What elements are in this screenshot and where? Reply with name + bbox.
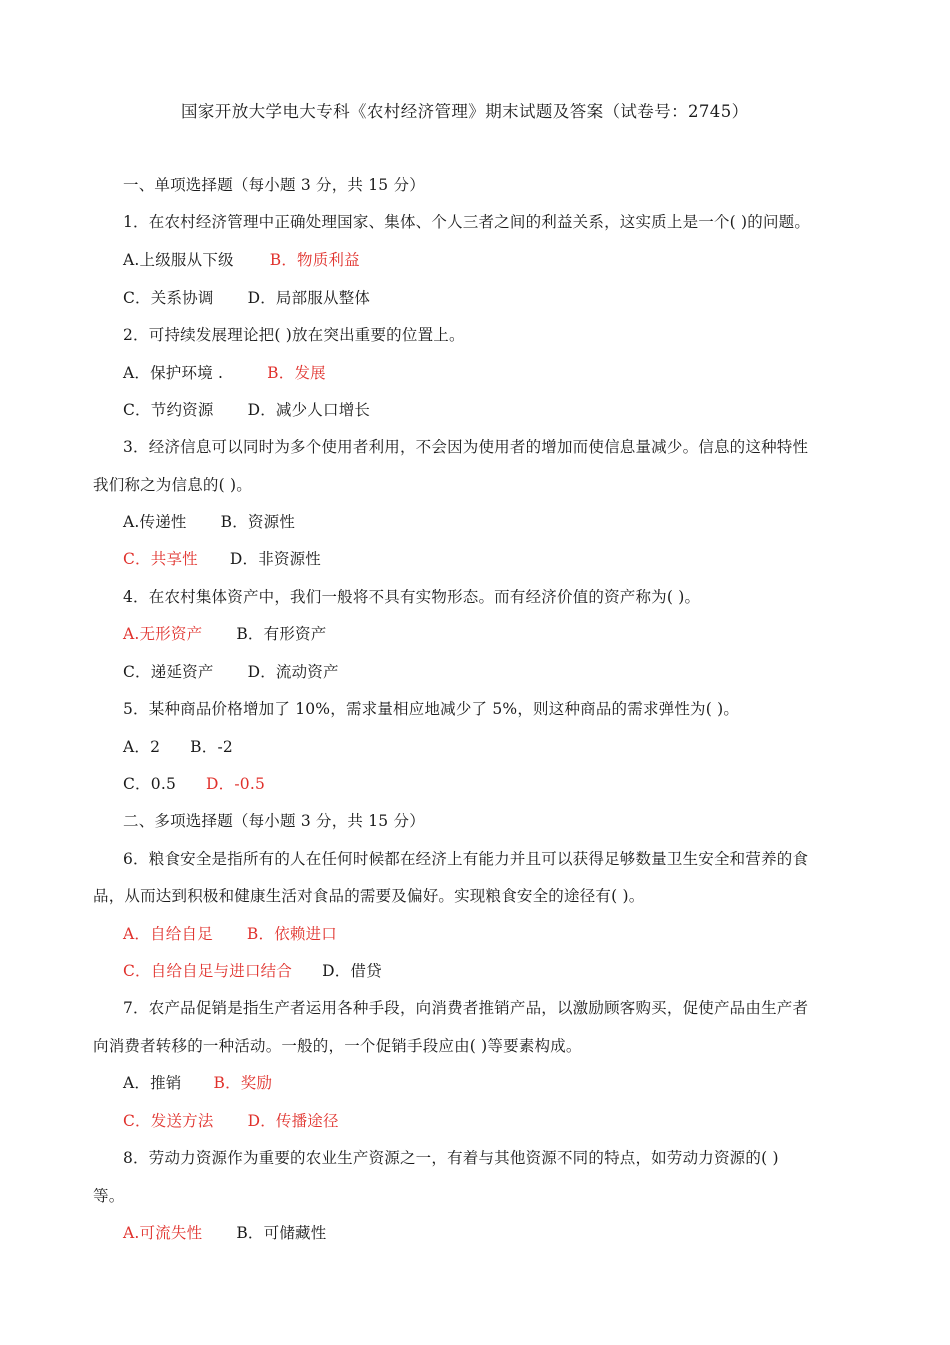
q2-option-a: A．保护环境 . xyxy=(123,364,224,382)
q1-option-b-answer: B．物质利益 xyxy=(269,251,360,269)
q1-option-a: A.上级服从下级 xyxy=(123,251,234,269)
q6-option-b-answer: B．依赖进口 xyxy=(246,925,337,943)
question-8-options-ab xyxy=(123,1223,326,1243)
q6-option-c-answer: C．自给自足与进口结合 xyxy=(123,962,293,980)
question-3-options-cd xyxy=(123,549,321,569)
q6-option-d: D．借贷 xyxy=(322,962,382,980)
question-2-options-cd xyxy=(123,400,370,420)
q4-option-b: B．有形资产 xyxy=(236,625,327,643)
q7-option-d-answer: D．传播途径 xyxy=(247,1112,339,1130)
q7-option-c-answer: C．发送方法 xyxy=(123,1112,214,1130)
question-4-options-ab xyxy=(123,624,326,644)
q8-option-b: B．可储藏性 xyxy=(236,1224,327,1242)
question-8-stem-line1: 8．劳动力资源作为重要的农业生产资源之一，有着与其他资源不同的特点，如劳动力资源的( ) xyxy=(123,1149,779,1167)
q5-option-d-answer: D．-0.5 xyxy=(206,775,266,793)
q7-option-a: A．推销 xyxy=(123,1074,182,1092)
question-2-stem: 2．可持续发展理论把( )放在突出重要的位置上。 xyxy=(123,326,465,344)
page-title: 国家开放大学电大专科《农村经济管理》期末试题及答案（试卷号：2745） xyxy=(181,102,749,121)
q7-option-b-answer: B．奖励 xyxy=(213,1074,273,1092)
question-1-stem: 1．在农村经济管理中正确处理国家、集体、个人三者之间的利益关系，这实质上是一个( )的问题。 xyxy=(123,213,811,231)
q3-option-d: D．非资源性 xyxy=(229,550,322,568)
q5-option-c: C．0.5 xyxy=(123,775,177,793)
q5-option-a: A．2 xyxy=(123,738,161,756)
question-7-options-cd xyxy=(123,1111,339,1131)
question-3-stem-line1: 3．经济信息可以同时为多个使用者利用，不会因为使用者的增加而使信息量减少。信息的这种特性 xyxy=(123,438,809,456)
question-8-stem-line2: 等。 xyxy=(93,1187,125,1205)
question-4-stem: 4．在农村集体资产中，我们一般将不具有实物形态。而有经济价值的资产称为( )。 xyxy=(123,588,701,606)
q4-option-d: D．流动资产 xyxy=(247,663,339,681)
q4-option-c: C．递延资产 xyxy=(123,663,214,681)
q2-option-d: D．减少人口增长 xyxy=(247,401,371,419)
q3-option-b: B．资源性 xyxy=(220,513,296,531)
question-1-options-ab xyxy=(123,250,360,270)
question-1-options-cd xyxy=(123,288,370,308)
question-5-options-ab xyxy=(123,737,233,757)
q4-option-a-answer: A.无形资产 xyxy=(123,625,203,643)
question-5-options-cd xyxy=(123,774,265,794)
question-7-stem-line1: 7．农产品促销是指生产者运用各种手段，向消费者推销产品，以激励顾客购买，促使产品由生产者 xyxy=(123,999,809,1017)
question-3-options-ab xyxy=(123,512,295,532)
question-6-stem-line1: 6．粮食安全是指所有的人在任何时候都在经济上有能力并且可以获得足够数量卫生安全和营养的食 xyxy=(123,850,809,868)
q5-option-b: B．-2 xyxy=(190,738,233,756)
question-4-options-cd xyxy=(123,662,339,682)
q8-option-a-answer: A.可流失性 xyxy=(123,1224,203,1242)
question-5-stem: 5．某种商品价格增加了 10%，需求量相应地减少了 5%，则这种商品的需求弹性为( )。 xyxy=(123,700,740,718)
question-6-options-ab xyxy=(123,924,337,944)
question-3-stem-line2: 我们称之为信息的( )。 xyxy=(93,476,252,494)
question-2-options-ab xyxy=(123,363,326,383)
section-heading-multiple-choice: 二、多项选择题（每小题 3 分，共 15 分） xyxy=(123,812,425,830)
q3-option-c-answer: C．共享性 xyxy=(123,550,198,568)
q1-option-d: D．局部服从整体 xyxy=(247,289,371,307)
q2-option-c: C．节约资源 xyxy=(123,401,214,419)
q2-option-b-answer: B．发展 xyxy=(267,364,326,382)
question-6-options-cd xyxy=(123,961,382,981)
question-6-stem-line2: 品，从而达到积极和健康生活对食品的需要及偏好。实现粮食安全的途径有( )。 xyxy=(93,887,645,905)
q6-option-a-answer: A．自给自足 xyxy=(123,925,213,943)
q1-option-c: C．关系协调 xyxy=(123,289,214,307)
section-heading-single-choice: 一、单项选择题（每小题 3 分，共 15 分） xyxy=(123,176,425,194)
q3-option-a: A.传递性 xyxy=(123,513,187,531)
question-7-options-ab xyxy=(123,1073,272,1093)
question-7-stem-line2: 向消费者转移的一种活动。一般的，一个促销手段应由( )等要素构成。 xyxy=(93,1037,582,1055)
